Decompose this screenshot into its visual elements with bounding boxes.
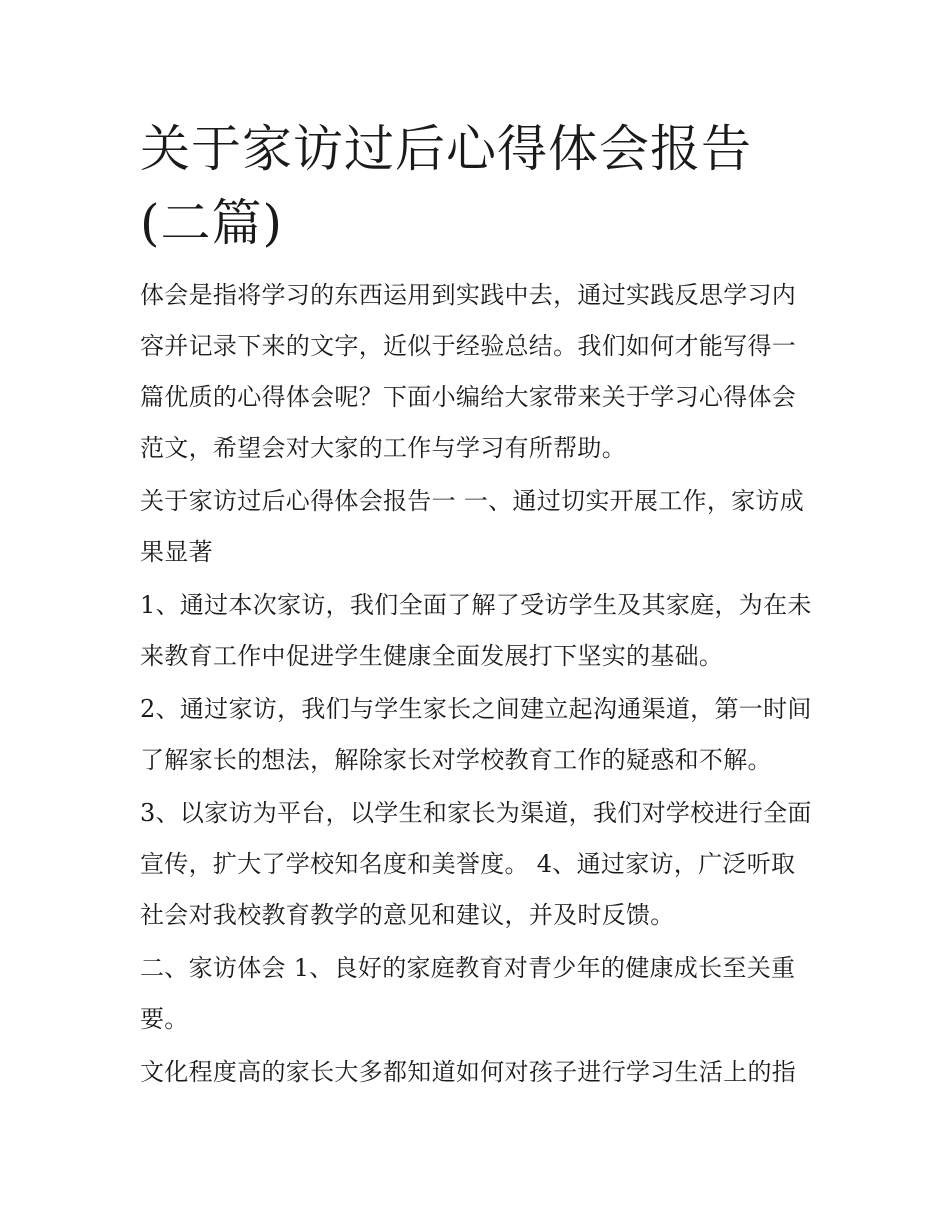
point-2-paragraph: 2、通过家访，我们与学生家长之间建立起沟通渠道，第一时间了解家长的想法，解除家长对学校教育工作的疑惑和不解。 bbox=[140, 695, 812, 774]
closing-paragraph: 文化程度高的家长大多都知道如何对孩子进行学习生活上的指 bbox=[140, 1058, 797, 1086]
section-two-paragraph: 二、家访体会 1、良好的家庭教育对青少年的健康成长至关重要。 bbox=[140, 954, 796, 1033]
section-one-heading: 关于家访过后心得体会报告一 一、通过切实开展工作，家访成果显著 bbox=[140, 487, 805, 566]
point-3-4-paragraph: 3、以家访为平台，以学生和家长为渠道，我们对学校进行全面宣传，扩大了学校知名度和美誉度。 4、通过家访，广泛听取社会对我校教育教学的意见和建议，并及时反馈。 bbox=[140, 799, 812, 929]
point-1-paragraph: 1、通过本次家访，我们全面了解了受访学生及其家庭，为在未来教育工作中促进学生健康全面发展打下坚实的基础。 bbox=[140, 591, 812, 670]
intro-paragraph: 体会是指将学习的东西运用到实践中去，通过实践反思学习内容并记录下来的文字，近似于经验总结。我们如何才能写得一篇优质的心得体会呢？下面小编给大家带来关于学习心得体会范文，希望会对大家的工作与学习有所帮助。 bbox=[140, 281, 797, 462]
document-body bbox=[140, 112, 812, 1100]
document-title: 关于家访过后心得体会报告(二篇) bbox=[140, 120, 752, 252]
